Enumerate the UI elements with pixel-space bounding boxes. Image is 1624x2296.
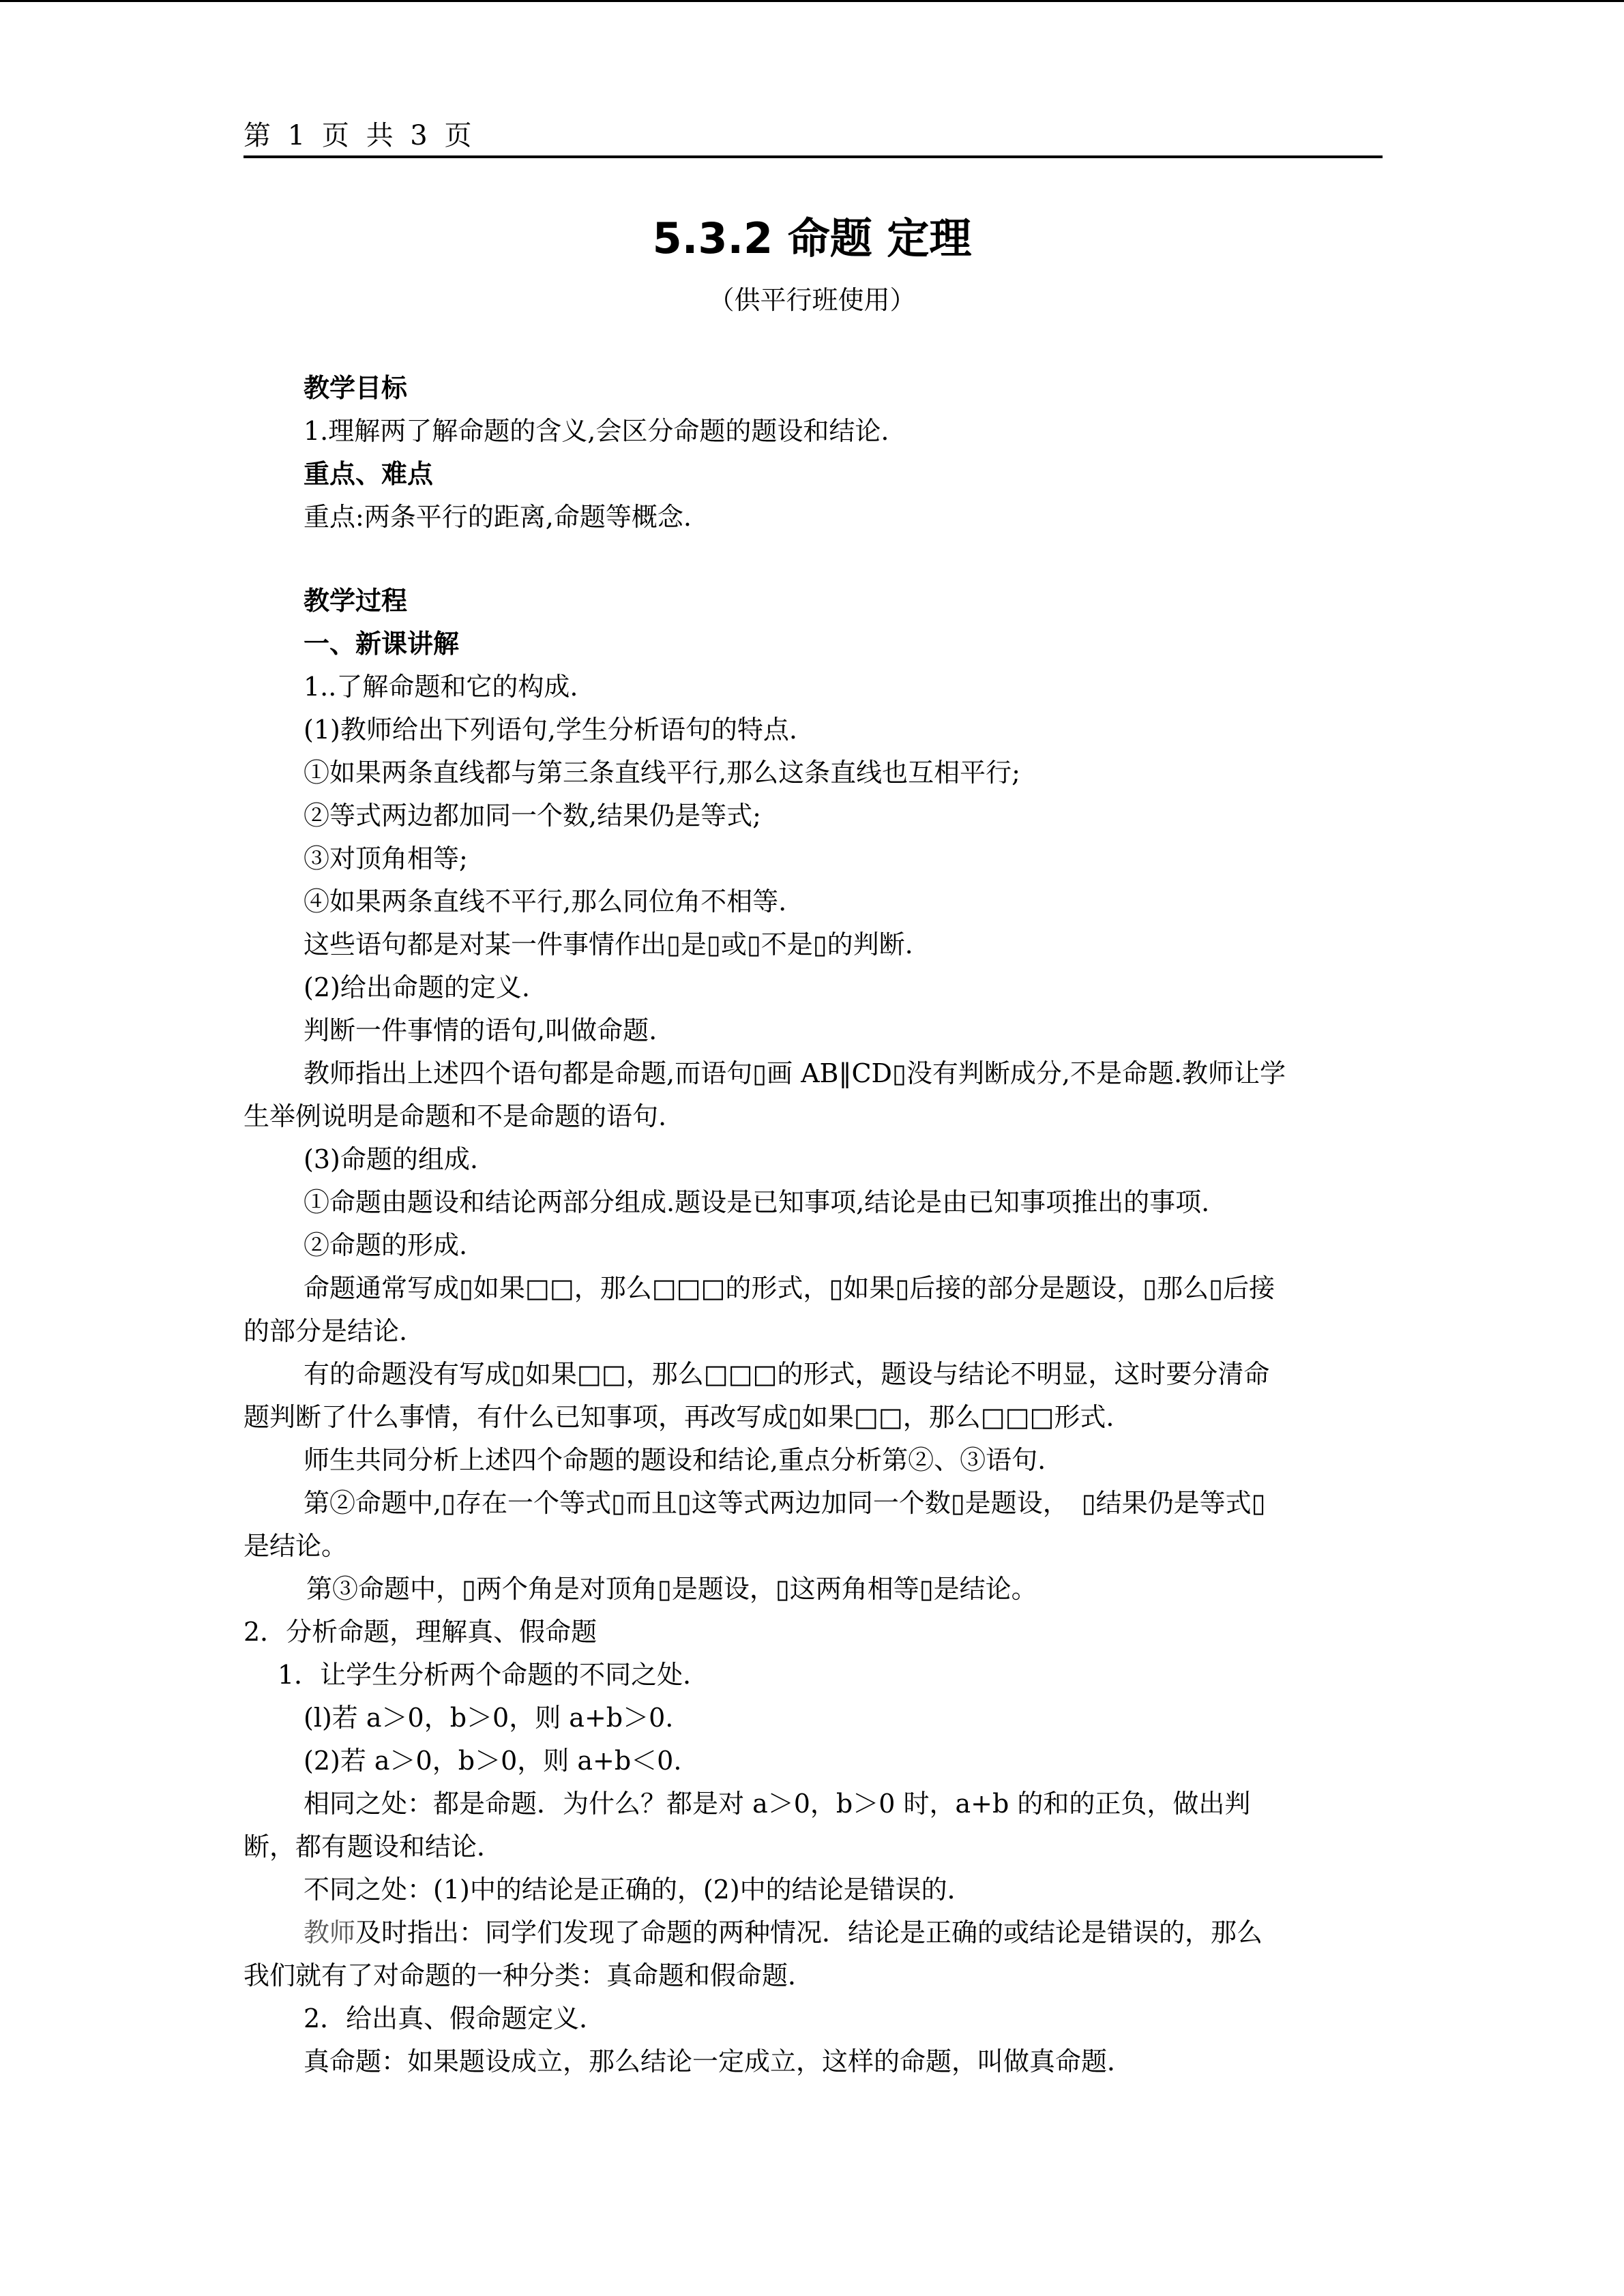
list-item: ②等式两边都加同一个数,结果仍是等式; [304,801,761,831]
paragraph-line: 命题通常写成▯如果□□，那么□□□的形式，▯如果▯后接的部分是题设，▯那么▯后接 [304,1273,1275,1303]
paragraph-line: 1．让学生分析两个命题的不同之处． [278,1660,709,1690]
paragraph-line: 1.理解两了解命题的含义,会区分命题的题设和结论. [304,416,889,446]
paragraph-text: 及时指出：同学们发现了命题的两种情况．结论是正确的或结论是错误的，那么 [355,1918,1263,1948]
paragraph-line: 有的命题没有写成▯如果□□，那么□□□的形式，题设与结论不明显，这时要分清命 [304,1359,1270,1389]
document-title: 5.3.2 命题 定理 [652,213,972,263]
paragraph-line: 重点:两条平行的距离,命题等概念. [304,502,692,532]
list-item: ③对顶角相等; [304,844,468,874]
paragraph-line: (2)给出命题的定义. [304,972,530,1002]
page-top-border [0,0,1624,2]
paragraph-line: (3)命题的组成. [304,1144,478,1174]
example-line: (l)若 a＞0，b＞0，则 a+b＞0. [304,1703,674,1733]
section-heading-key-points: 重点、难点 [304,459,434,489]
paragraph-line: 2．给出真、假命题定义． [304,2003,606,2033]
paragraph-line: 判断一件事情的语句,叫做命题. [304,1015,658,1045]
section-heading-new-lesson: 一、新课讲解 [304,629,460,659]
teacher-label: 教师 [304,1918,356,1948]
paragraph-line: (1)教师给出下列语句,学生分析语句的特点. [304,715,797,745]
section-heading-objectives: 教学目标 [304,373,408,403]
list-item: ④如果两条直线不平行,那么同位角不相等. [304,886,787,916]
page-number-info: 第 1 页 共 3 页 [243,120,476,151]
paragraph-line: 题判断了什么事情，有什么已知事项，再改写成▯如果□□，那么□□□形式. [243,1402,1114,1432]
example-line: (2)若 a＞0，b＞0，则 a+b＜0. [304,1746,682,1776]
paragraph-line: 是结论。 [243,1531,348,1561]
paragraph-line: 这些语句都是对某一件事情作出▯是▯或▯不是▯的判断. [304,929,913,959]
paragraph-line: 断，都有题设和结论． [243,1832,503,1862]
paragraph-line: 第②命题中,▯存在一个等式▯而且▯这等式两边加同一个数▯是题设， ▯结果仍是等式▯ [304,1488,1266,1518]
paragraph-line: 不同之处：(1)中的结论是正确的，(2)中的结论是错误的． [304,1875,973,1905]
page-header [243,116,1383,158]
paragraph-line: 生举例说明是命题和不是命题的语句. [243,1101,667,1131]
paragraph-line: 第③命题中，▯两个角是对顶角▯是题设，▯这两角相等▯是结论。 [306,1574,1037,1604]
paragraph-line: 师生共同分析上述四个命题的题设和结论,重点分析第②、③语句. [304,1445,1046,1475]
paragraph-line: 的部分是结论. [243,1316,408,1346]
paragraph-line [243,1911,1383,1954]
section-heading-true-false: 2．分析命题，理解真、假命题 [243,1617,597,1647]
paragraph-line: 我们就有了对命题的一种分类：真命题和假命题． [243,1960,814,1991]
list-item: ②命题的形成. [304,1230,468,1260]
paragraph-line: 相同之处：都是命题．为什么？都是对 a＞0，b＞0 时，a+b 的和的正负，做出判 [304,1789,1251,1819]
section-heading-process: 教学过程 [304,586,408,616]
document-body [243,367,1383,2083]
paragraph-line: 教师指出上述四个语句都是命题,而语句▯画 AB‖CD▯没有判断成分,不是命题.教师让学 [304,1058,1286,1088]
list-item: ①如果两条直线都与第三条直线平行,那么这条直线也互相平行; [304,758,1020,788]
paragraph-line: 1..了解命题和它的构成. [304,672,578,702]
spacer [243,539,1383,580]
document-subtitle: （供平行班使用） [708,285,916,315]
paragraph-line: 真命题：如果题设成立，那么结论一定成立，这样的命题，叫做真命题． [304,2046,1134,2076]
list-item: ①命题由题设和结论两部分组成.题设是已知事项,结论是由已知事项推出的事项. [304,1187,1210,1217]
